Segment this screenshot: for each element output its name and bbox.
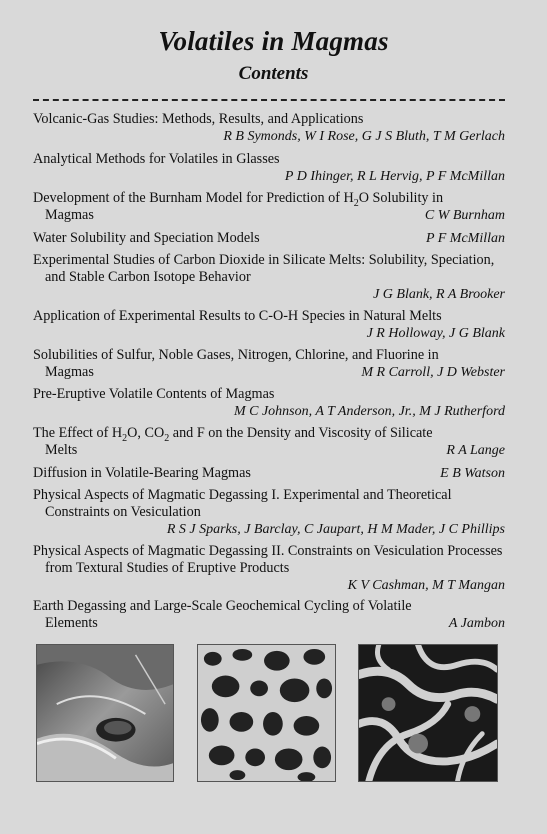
entry-authors: J G Blank, R A Brooker [373, 287, 505, 302]
entry-title-cont: Elements [45, 615, 98, 631]
entry-title: Water Solubility and Speciation Models [33, 230, 260, 246]
entry-title: Experimental Studies of Carbon Dioxide in Silicate Melts: Solubility, Speciation, and Stable Carbon Isotope Behavior [33, 252, 495, 285]
toc-entry [33, 308, 505, 342]
dashed-divider [33, 99, 505, 101]
entry-title: Diffusion in Volatile-Bearing Magmas [33, 465, 251, 481]
toc-entry [33, 598, 505, 632]
entry-title-cont: Magmas [45, 207, 94, 223]
entry-title: Pre-Eruptive Volatile Contents of Magmas [33, 386, 275, 402]
entry-authors: K V Cashman, M T Mangan [347, 578, 505, 593]
entry-title: Analytical Methods for Volatiles in Glasses [33, 151, 280, 167]
toc-entry [33, 425, 505, 459]
toc-entry [33, 386, 505, 420]
entry-title: Development of the Burnham Model for Prediction of $H_2O$ Solubility in [33, 190, 444, 209]
entry-authors: J R Holloway, J G Blank [366, 326, 505, 341]
entry-authors: R S J Sparks, J Barclay, C Jaupart, H M Mader, J C Phillips [166, 522, 505, 537]
entry-title: Physical Aspects of Magmatic Degassing I. Experimental and Theoretical Constraints on Vesiculation [33, 487, 452, 520]
entry-title: Physical Aspects of Magmatic Degassing II. Constraints on Vesiculation Processes from Textural Studies of Eruptive Products [33, 543, 503, 576]
entry-authors: R A Lange [446, 443, 505, 458]
toc-entry [33, 252, 505, 303]
entry-authors: A Jambon [448, 616, 505, 631]
entry-title-cont: Melts [45, 442, 78, 458]
toc-entry [33, 190, 505, 224]
entry-title: Earth Degassing and Large-Scale Geochemical Cycling of Volatile [33, 598, 412, 614]
entry-authors: R B Symonds, W I Rose, G J S Bluth, T M Gerlach [223, 129, 505, 144]
micrograph-vesicle-wall [36, 644, 174, 782]
toc-entry [33, 487, 505, 538]
toc-entry [33, 465, 505, 482]
entry-authors: P D Ihinger, R L Hervig, P F McMillan [284, 169, 505, 184]
entry-title: Volcanic-Gas Studies: Methods, Results, and Applications [33, 111, 364, 127]
toc-entry [33, 230, 505, 247]
toc-entry [33, 111, 505, 145]
micrograph-foam-texture [197, 644, 336, 782]
entry-title: The Effect of $H_2O$, $CO_2$ and F on the Density and Viscosity of Silicate [33, 425, 433, 444]
entry-authors: C W Burnham [424, 208, 505, 223]
entry-title-cont: Magmas [45, 364, 94, 380]
entry-title: Application of Experimental Results to C-O-H Species in Natural Melts [33, 308, 442, 324]
toc-entry [33, 151, 505, 185]
entry-authors: M C Johnson, A T Anderson, Jr., M J Rutherford [233, 404, 505, 419]
entry-authors: P F McMillan [425, 231, 505, 246]
entry-authors: E B Watson [440, 466, 505, 481]
entry-authors: M R Carroll, J D Webster [361, 365, 505, 380]
entry-title: Solubilities of Sulfur, Noble Gases, Nitrogen, Chlorine, and Fluorine in [33, 347, 439, 363]
page-subtitle: Contents [238, 63, 309, 84]
page-title: Volatiles in Magmas [158, 26, 389, 56]
toc-entry [33, 347, 505, 381]
toc-entry [33, 543, 505, 594]
micrograph-pumice-network [358, 644, 498, 782]
